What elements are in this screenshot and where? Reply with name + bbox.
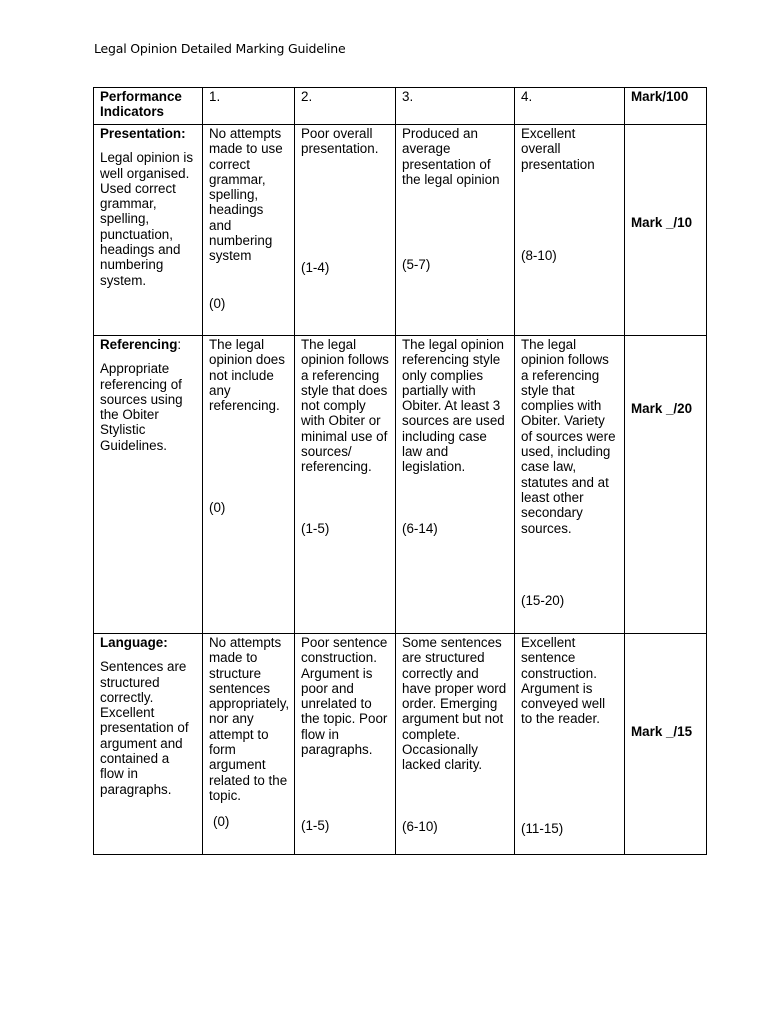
level-score-range: (0) [209, 296, 226, 311]
document-title: Legal Opinion Detailed Marking Guideline [94, 41, 346, 56]
level-3-cell [396, 634, 515, 855]
level-description: Poor overall presentation. [301, 126, 379, 157]
level-score-range: (15-20) [521, 593, 565, 608]
level-score-range: (5-7) [402, 257, 431, 272]
mark-cell [625, 336, 707, 634]
level-score-range: (8-10) [521, 248, 557, 263]
level-score-range: (1-5) [301, 521, 330, 536]
level-score-range: (1-5) [301, 818, 330, 833]
criterion-title: Presentation: [100, 126, 186, 141]
level-description: Some sentences are structured correctly and have proper word order. Emerging argument but not complete. Occasionally lacked clarity. [402, 635, 507, 773]
mark-allocation: Mark _/10 [631, 215, 693, 230]
mark-cell [625, 634, 707, 855]
criterion-description: Sentences are structured correctly. Excellent presentation of argument and contained a flow in paragraphs. [100, 659, 189, 797]
level-3-cell [396, 336, 515, 634]
level-4-cell [515, 125, 625, 336]
level-score-range: (6-10) [402, 819, 438, 834]
table-row-language [94, 634, 707, 855]
level-description: No attempts made to use correct grammar, spelling, headings and numbering system [209, 126, 283, 264]
header-level-1: 1. [203, 88, 295, 125]
level-1-cell [203, 125, 295, 336]
level-score-range: (6-14) [402, 521, 438, 536]
header-level-4: 4. [515, 88, 625, 125]
level-2-cell [295, 125, 396, 336]
level-description: The legal opinion does not include any referencing. [209, 337, 285, 414]
level-description: Produced an average presentation of the legal opinion [402, 126, 500, 187]
level-description: The legal opinion follows a referencing style that complies with Obiter. Variety of sources were used, including case law, statutes and at least other secondary sources. [521, 337, 616, 536]
level-description: Poor sentence construction. Argument is poor and unrelated to the topic. Poor flow in paragraphs. [301, 635, 388, 758]
level-description: The legal opinion referencing style only complies partially with Obiter. At least 3 sources are used including case law and legislation. [402, 337, 505, 475]
header-level-2: 2. [295, 88, 396, 125]
level-score-range: (1-4) [301, 260, 330, 275]
header-performance-indicators: Performance Indicators [94, 88, 203, 125]
header-mark-total: Mark/100 [625, 88, 707, 125]
table-header-row [94, 88, 707, 125]
criterion-cell [94, 336, 203, 634]
criterion-cell [94, 125, 203, 336]
level-2-cell [295, 336, 396, 634]
criterion-cell [94, 634, 203, 855]
table-row-presentation [94, 125, 707, 336]
level-description: No attempts made to structure sentences appropriately, nor any attempt to form argument related to the topic. [209, 635, 290, 803]
level-description: Excellent overall presentation [521, 126, 595, 172]
criterion-description: Legal opinion is well organised. Used correct grammar, spelling, punctuation, headings and numbering system. [100, 150, 194, 288]
mark-allocation: Mark _/15 [631, 724, 693, 739]
level-score-range: (0) [209, 500, 226, 515]
mark-allocation: Mark _/20 [631, 401, 693, 416]
mark-cell [625, 125, 707, 336]
level-2-cell [295, 634, 396, 855]
level-4-cell [515, 634, 625, 855]
table-row-referencing [94, 336, 707, 634]
level-3-cell [396, 125, 515, 336]
level-4-cell [515, 336, 625, 634]
level-score-range: (11-15) [521, 821, 564, 836]
level-1-cell [203, 336, 295, 634]
level-1-cell [203, 634, 295, 855]
criterion-title: Language: [100, 635, 168, 650]
header-level-3: 3. [396, 88, 515, 125]
level-score-range: (0) [213, 814, 230, 829]
criterion-description: Appropriate referencing of sources using the Obiter Stylistic Guidelines. [100, 361, 183, 453]
level-description: Excellent sentence construction. Argument is conveyed well to the reader. [521, 635, 606, 727]
marking-rubric-table [93, 87, 707, 855]
criterion-title: Referencing: [100, 337, 182, 352]
level-description: The legal opinion follows a referencing style that does not comply with Obiter or minimal use of sources/ referencing. [301, 337, 389, 475]
